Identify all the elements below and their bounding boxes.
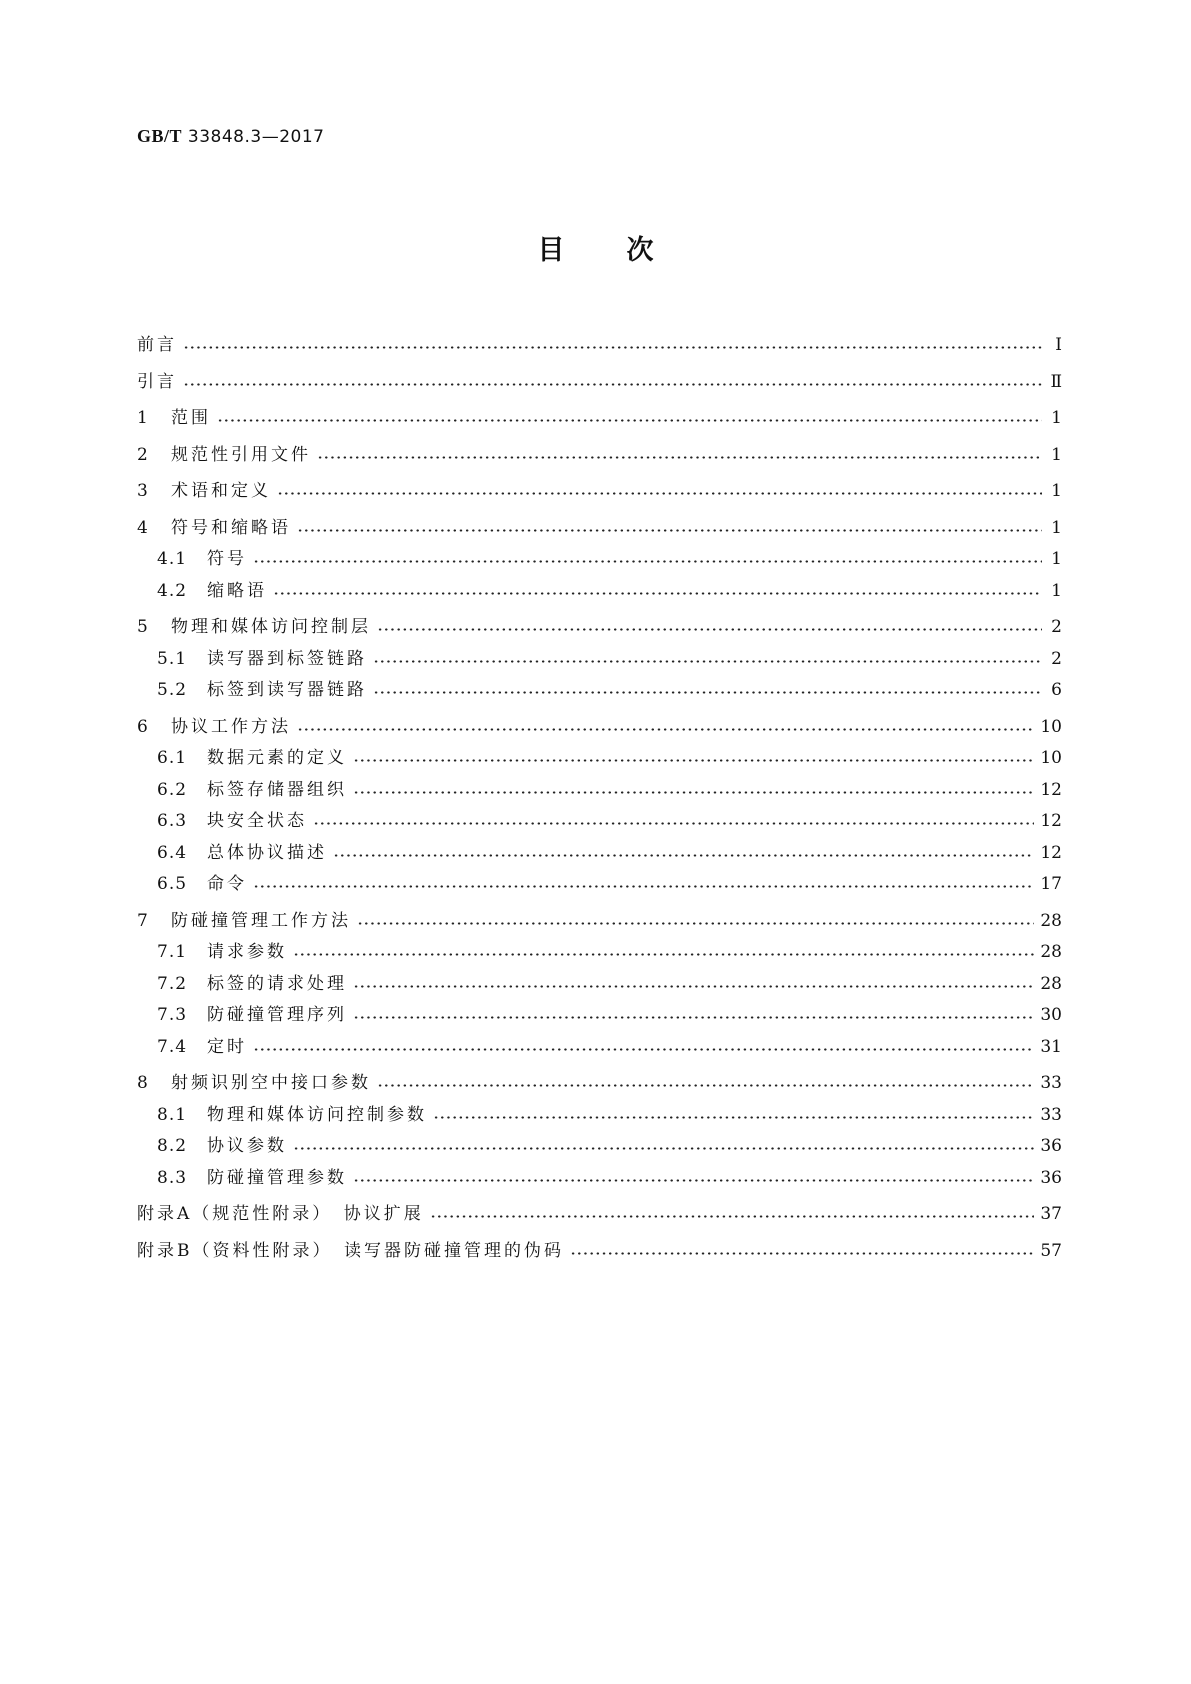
dot-leader <box>430 1215 1035 1218</box>
toc-entry-number: 4 <box>137 517 149 538</box>
toc-entry-label: 引言 <box>137 371 177 392</box>
toc-entry-page: 36 <box>1040 1167 1062 1188</box>
page-title: 目次 <box>537 235 716 266</box>
toc-entry-page: 10 <box>1040 716 1062 737</box>
toc-entry-number: 7 <box>137 910 149 931</box>
toc-entry-number: 6.1 <box>157 748 188 768</box>
toc-entry-label: 防碰撞管理工作方法 <box>171 910 351 931</box>
toc-entry-number: 8.1 <box>157 1104 188 1125</box>
dot-leader <box>297 728 1034 731</box>
dot-leader <box>433 1116 1034 1119</box>
toc-entry-label: 符号和缩略语 <box>171 517 291 538</box>
standard-code: 33848.3—2017 <box>187 127 325 147</box>
toc-entry-number: 6.2 <box>157 779 188 800</box>
toc-entry-page: 31 <box>1040 1036 1062 1057</box>
toc-entry-label: 术语和定义 <box>171 481 271 501</box>
toc-entry-label: 前言 <box>137 335 177 355</box>
toc-entry-page: 1 <box>1051 549 1062 569</box>
toc-entry-number: 6 <box>137 716 149 737</box>
toc-entry-number: 2 <box>137 444 149 465</box>
toc-entry-label: 命令 <box>207 874 247 894</box>
dot-leader <box>357 922 1034 925</box>
toc-entry-label: 缩略语 <box>207 580 267 601</box>
toc-entry[interactable] <box>137 1032 1062 1064</box>
toc-entry[interactable] <box>137 612 1062 644</box>
toc-entry-number: 5.2 <box>157 680 188 700</box>
toc-entry-label: 射频识别空中接口参数 <box>171 1073 371 1093</box>
toc-entry-label: 读写器到标签链路 <box>207 648 367 669</box>
toc-entry[interactable] <box>137 576 1062 608</box>
toc-entry[interactable] <box>137 440 1062 472</box>
dot-leader <box>377 1084 1034 1087</box>
toc-entry[interactable] <box>137 1236 1062 1268</box>
toc-entry-number: 6.5 <box>157 874 188 894</box>
toc-entry-number: 5 <box>137 617 149 637</box>
toc-entry-page: 2 <box>1051 648 1062 669</box>
toc-entry[interactable] <box>137 906 1062 938</box>
toc-entry-label: 范围 <box>171 408 211 428</box>
toc-entry[interactable] <box>137 513 1062 545</box>
dot-leader <box>353 1016 1034 1019</box>
toc-entry-label: 物理和媒体访问控制层 <box>171 617 371 637</box>
dot-leader <box>293 1147 1034 1150</box>
toc-entry[interactable] <box>137 1068 1062 1100</box>
toc-entry-page: 57 <box>1040 1240 1062 1261</box>
toc-entry-page: 1 <box>1051 517 1062 538</box>
toc-entry-label: 总体协议描述 <box>207 842 327 863</box>
toc-entry[interactable] <box>137 367 1062 399</box>
dot-leader <box>293 953 1034 956</box>
toc-entry-page: 12 <box>1040 811 1062 831</box>
toc-entry-number: 8 <box>137 1073 149 1093</box>
toc-entry[interactable] <box>137 1199 1062 1231</box>
toc-entry-number: 1 <box>137 408 149 428</box>
dot-leader <box>353 759 1034 762</box>
toc-entry[interactable] <box>137 644 1062 676</box>
dot-leader <box>253 885 1034 888</box>
toc-entry-label: 块安全状态 <box>207 811 307 831</box>
toc-entry-number: 7.2 <box>157 973 188 994</box>
toc-entry-label: 附录A（规范性附录） 协议扩展 <box>137 1204 424 1224</box>
toc-entry[interactable] <box>137 712 1062 744</box>
dot-leader <box>570 1252 1034 1255</box>
dot-leader <box>277 492 1042 495</box>
dot-leader <box>253 560 1042 563</box>
dot-leader <box>377 628 1042 631</box>
toc-entry-page: 1 <box>1051 580 1062 601</box>
toc-entry-label: 定时 <box>207 1036 247 1057</box>
toc-entry[interactable] <box>137 544 1062 576</box>
standard-prefix: GB/T <box>137 126 183 146</box>
toc-entry-page: 33 <box>1040 1073 1062 1093</box>
dot-leader <box>317 456 1042 459</box>
toc-entry-label: 标签到读写器链路 <box>207 680 367 700</box>
toc-entry-page: 10 <box>1040 748 1062 768</box>
toc-entry-page: 37 <box>1040 1204 1062 1224</box>
standard-number <box>137 126 325 147</box>
toc-entry[interactable] <box>137 1000 1062 1032</box>
toc-entry-page: 1 <box>1051 444 1062 465</box>
dot-leader <box>333 854 1034 857</box>
toc-entry[interactable] <box>137 743 1062 775</box>
toc-entry-label: 标签存储器组织 <box>207 779 347 800</box>
toc-entry-page: 6 <box>1051 680 1062 700</box>
toc-entry-page: 33 <box>1040 1104 1062 1125</box>
toc-entry-number: 4.1 <box>157 549 188 569</box>
toc-entry[interactable] <box>137 869 1062 901</box>
toc-entry-number: 6.4 <box>157 842 188 863</box>
toc-entry-label: 标签的请求处理 <box>207 973 347 994</box>
dot-leader <box>373 660 1042 663</box>
toc-entry-number: 7.4 <box>157 1036 188 1057</box>
toc-entry[interactable] <box>137 775 1062 807</box>
toc-entry-label: 符号 <box>207 549 247 569</box>
dot-leader <box>183 383 1042 386</box>
toc-entry-page: 28 <box>1040 910 1062 931</box>
dot-leader <box>353 985 1034 988</box>
toc-entry-page: Ⅱ <box>1050 371 1062 392</box>
toc-entry-page: Ⅰ <box>1055 335 1062 355</box>
dot-leader <box>353 1179 1034 1182</box>
toc-entry-page: 28 <box>1040 973 1062 994</box>
toc-entry-page: 36 <box>1040 1136 1062 1156</box>
toc-entry-number: 7.1 <box>157 942 188 962</box>
toc-entry-page: 12 <box>1040 842 1062 863</box>
toc-entry-label: 协议参数 <box>207 1136 287 1156</box>
toc-entry-page: 1 <box>1051 481 1062 501</box>
toc-entry-number: 8.2 <box>157 1136 188 1156</box>
toc-entry-page: 2 <box>1051 617 1062 637</box>
dot-leader <box>217 419 1042 422</box>
toc-entry-label: 规范性引用文件 <box>171 444 311 465</box>
toc-entry-number: 5.1 <box>157 648 188 669</box>
toc-entry-page: 30 <box>1040 1005 1062 1025</box>
toc-entry-number: 6.3 <box>157 811 188 831</box>
toc-entry[interactable] <box>137 476 1062 508</box>
toc-entry[interactable] <box>137 1131 1062 1163</box>
toc-entry-label: 物理和媒体访问控制参数 <box>207 1104 427 1125</box>
toc-entry[interactable] <box>137 1100 1062 1132</box>
toc-entry-number: 3 <box>137 481 149 501</box>
toc-entry-page: 28 <box>1040 942 1062 962</box>
toc-entry-page: 17 <box>1040 874 1062 894</box>
toc-entry-label: 数据元素的定义 <box>207 748 347 768</box>
toc-entry[interactable] <box>137 838 1062 870</box>
dot-leader <box>273 592 1042 595</box>
toc-entry-page: 1 <box>1051 408 1062 428</box>
toc-entry-number: 8.3 <box>157 1167 188 1188</box>
toc-entry[interactable] <box>137 330 1062 362</box>
toc-entry-page: 12 <box>1040 779 1062 800</box>
toc-entry-label: 防碰撞管理序列 <box>207 1005 347 1025</box>
toc-entry[interactable] <box>137 969 1062 1001</box>
toc-entry[interactable] <box>137 806 1062 838</box>
dot-leader <box>183 346 1042 349</box>
dot-leader <box>373 691 1042 694</box>
toc-entry-label: 协议工作方法 <box>171 716 291 737</box>
table-of-contents <box>137 325 1062 1267</box>
toc-entry-number: 4.2 <box>157 580 188 601</box>
toc-entry[interactable] <box>137 675 1062 707</box>
toc-entry-label: 附录B（资料性附录） 读写器防碰撞管理的伪码 <box>137 1240 564 1261</box>
toc-entry-label: 防碰撞管理参数 <box>207 1167 347 1188</box>
toc-entry-label: 请求参数 <box>207 942 287 962</box>
toc-entry[interactable] <box>137 937 1062 969</box>
dot-leader <box>297 529 1042 532</box>
dot-leader <box>253 1048 1034 1051</box>
toc-entry[interactable] <box>137 1163 1062 1195</box>
toc-entry-number: 7.3 <box>157 1005 188 1025</box>
dot-leader <box>353 791 1034 794</box>
toc-entry[interactable] <box>137 403 1062 435</box>
dot-leader <box>313 822 1034 825</box>
